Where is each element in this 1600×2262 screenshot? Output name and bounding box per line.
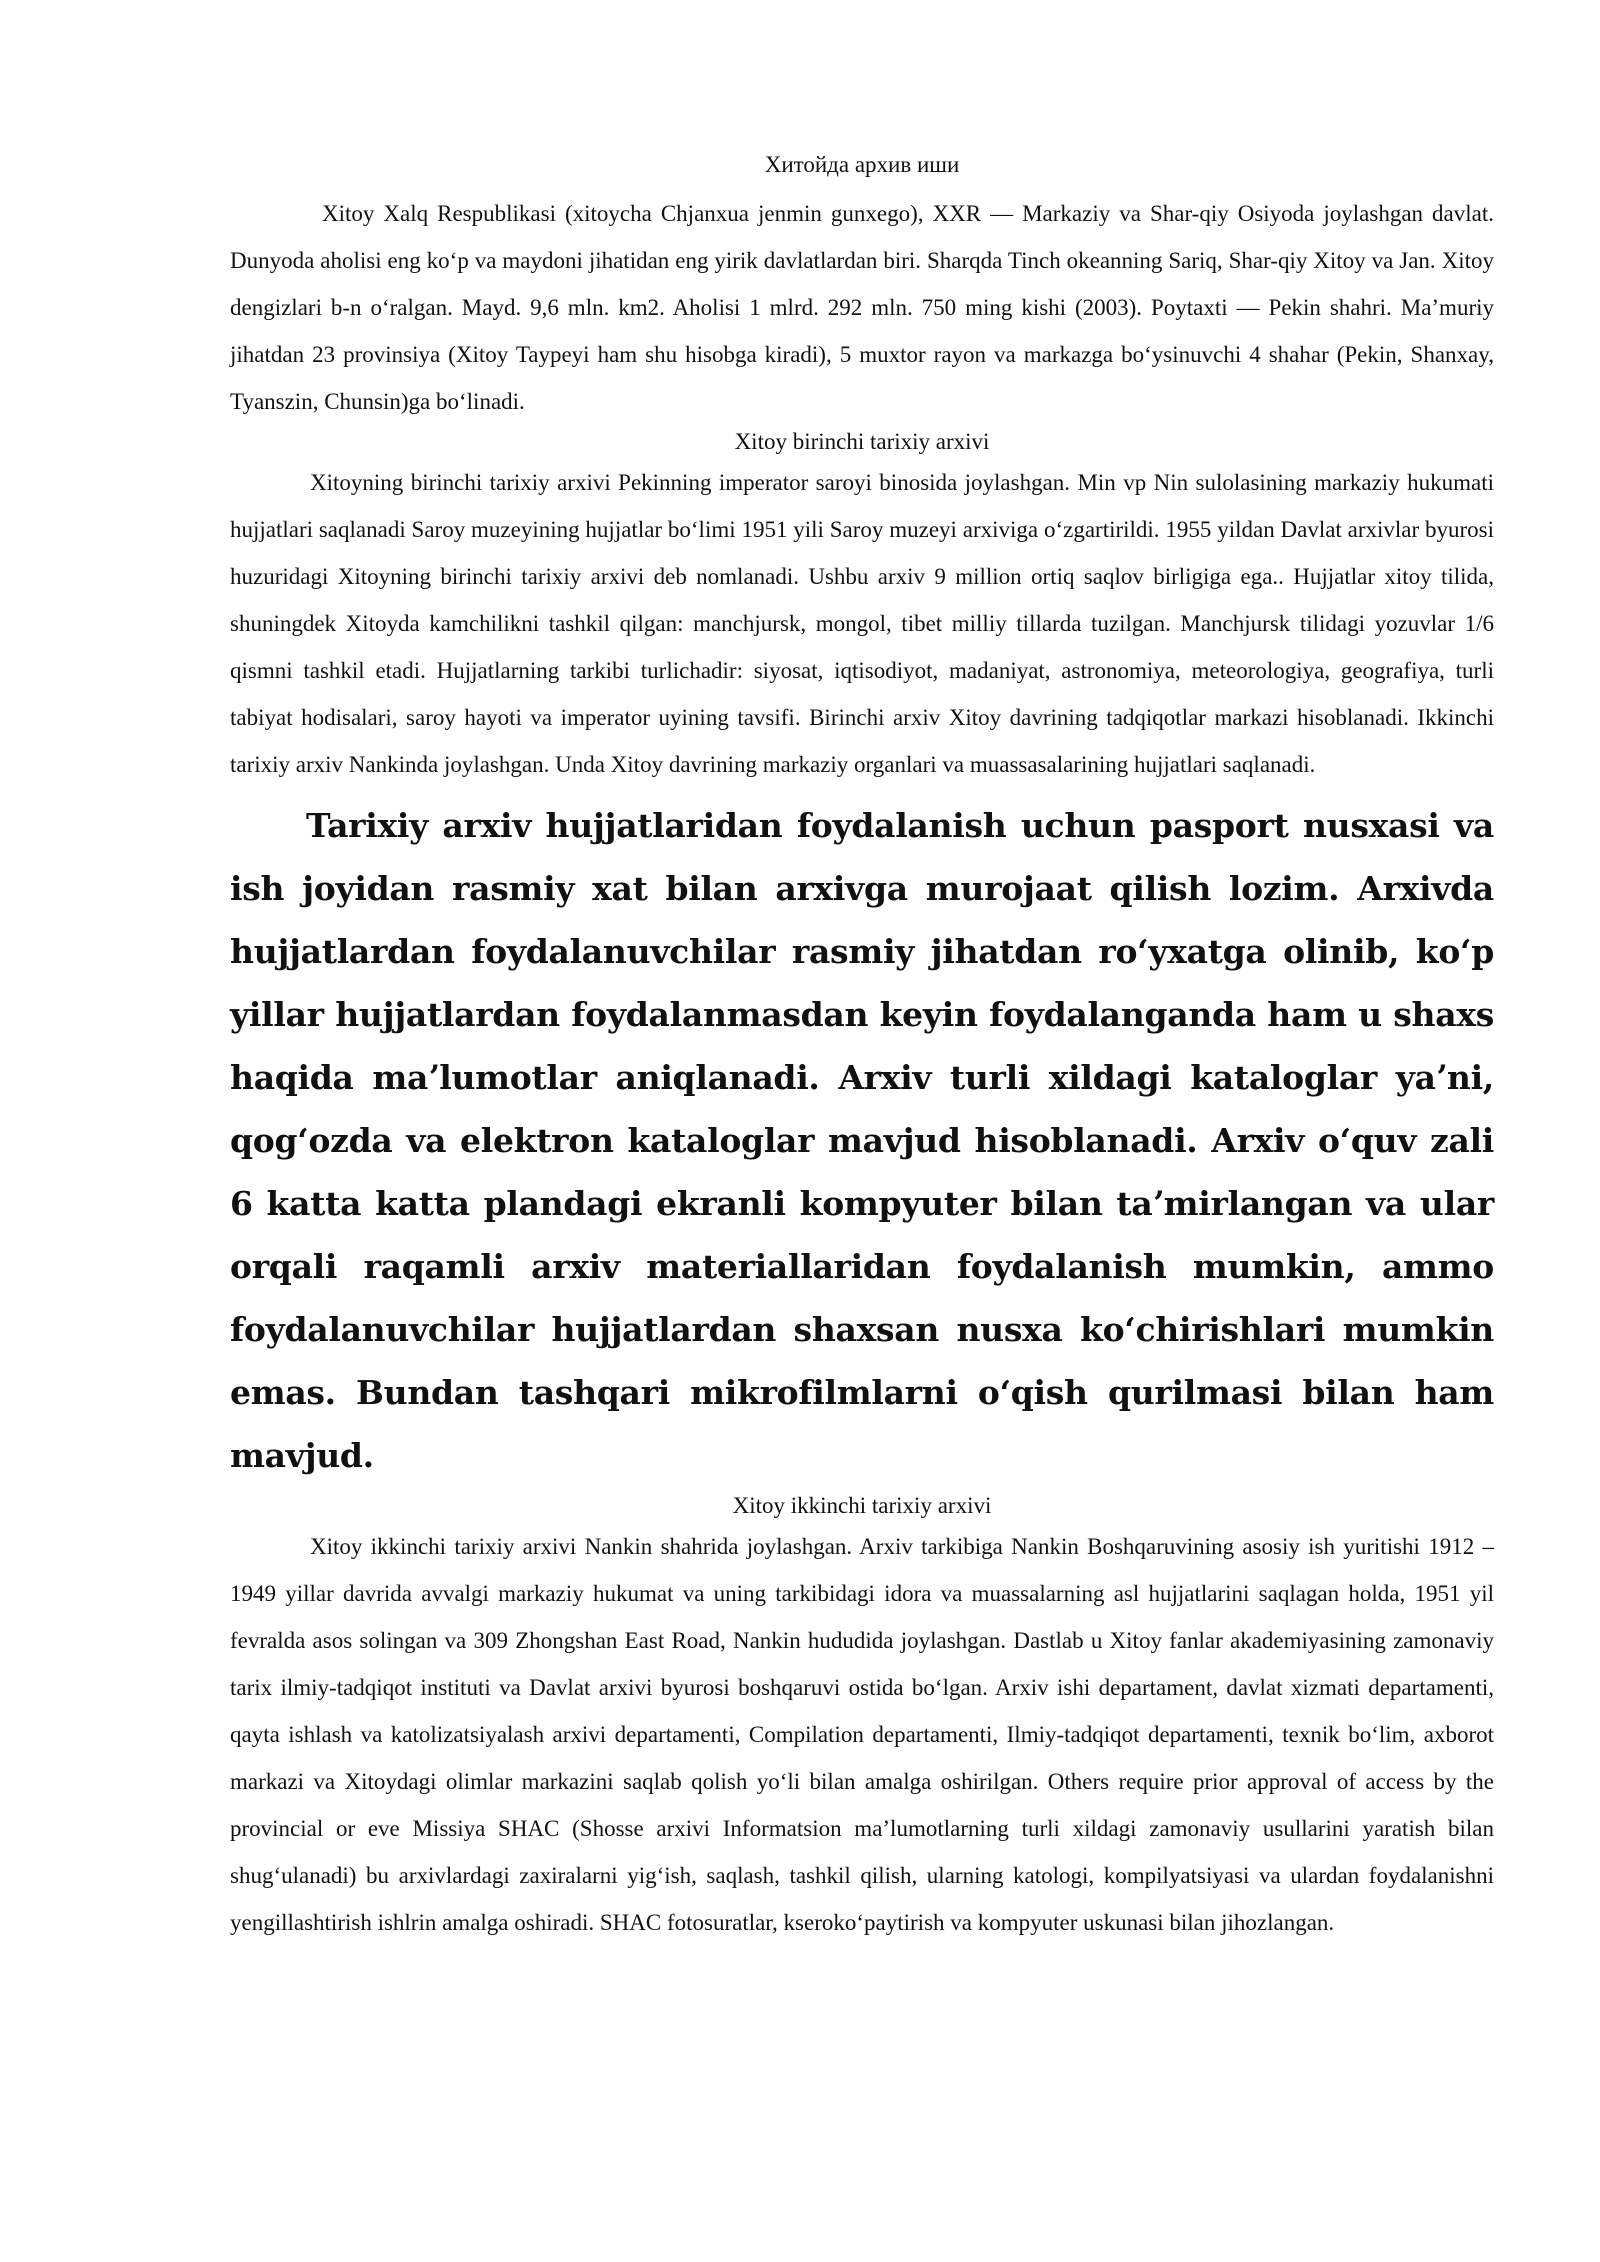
document-title: Хитойда архив иши	[764, 152, 960, 177]
section-title-second-archive: Xitoy ikkinchi tarixiy arxivi	[732, 1493, 992, 1518]
document-body	[230, 150, 1494, 1946]
second-archive-paragraph: Xitoy ikkinchi tarixiy arxivi Nankin shahrida joylashgan. Arxiv tarkibiga Nankin Boshqaruvining asosiy ish yuritishi 1912 – 1949 yillar davrida avvalgi markaziy hukumat va uning tarkibidagi idora va muassalarning asl hujjatlarini saqlagan holda, 1951 yil fevralda asos solingan va 309 Zhongshan East Road, Nankin hududida joylashgan. Dastlab u Xitoy fanlar akademiyasining zamonaviy tarix ilmiy-tadqiqot instituti va Davlat arxivi byurosi boshqaruvi ostida boʻlgan. Arxiv ishi departament, davlat xizmati departamenti, qayta ishlash va katolizatsiyalash arxivi departamenti, Compilation departamenti, Ilmiy-tadqiqot departamenti, texnik boʻlim, axborot markazi va Xitoydagi olimlar markazini saqlab qolish yoʻli bilan amalga oshirilgan. Others require prior approval of access by the provincial or eve Missiya SHAC (Shosse arxivi Informatsion maʼlumotlarning turli xildagi zamonaviy usullarini yaratish bilan shugʻulanadi) bu arxivlardagi zaxiralarni yigʻish, saqlash, tashkil qilish, ularning katologi, kompilyatsiyasi va ulardan foydalanishni yengillashtirish ishlrin amalga oshiradi. SHAC fotosuratlar, kserokoʻpaytirish va kompyuter uskunasi bilan jihozlangan.	[230, 1534, 1494, 1935]
first-archive-paragraph: Xitoyning birinchi tarixiy arxivi Pekinning imperator saroyi binosida joylashgan. Min vp Nin sulolasining markaziy hukumati hujjatlari saqlanadi Saroy muzeyining hujjatlar boʻlimi 1951 yili Saroy muzeyi arxiviga oʻzgartirildi. 1955 yildan Davlat arxivlar byurosi huzuridagi Xitoyning birinchi tarixiy arxivi deb nomlanadi. Ushbu arxiv 9 million ortiq saqlov birligiga ega.. Hujjatlar xitoy tilida, shuningdek Xitoyda kamchilikni tashkil qilgan: manchjursk, mongol, tibet milliy tillarda tuzilgan. Manchjursk tilidagi yozuvlar 1/6 qismni tashkil etadi. Hujjatlarning tarkibi turlichadir: siyosat, iqtisodiyot, madaniyat, astronomiya, meteorologiya, geografiya, turli tabiyat hodisalari, saroy hayoti va imperator uyining tavsifi. Birinchi arxiv Xitoy davrining tadqiqotlar markazi hisoblanadi. Ikkinchi tarixiy arxiv Nankinda joylashgan. Unda Xitoy davrining markaziy organlari va muassasalarining hujjatlari saqlanadi.	[230, 470, 1494, 777]
bold-usage-paragraph: Tarixiy arxiv hujjatlaridan foydalanish uchun pasport nusxasi va ish joyidan rasmiy xat bilan arxivga murojaat qilish lozim. Arxivda hujjatlardan foydalanuvchilar rasmiy jihatdan roʻyxatga olinib, koʻp yillar hujjatlardan foydalanmasdan keyin foydalanganda ham u shaxs haqida maʼlumotlar aniqlanadi. Arxiv turli xildagi kataloglar yaʼni, qogʻozda va elektron kataloglar mavjud hisoblanadi. Arxiv oʻquv zali 6 katta katta plandagi ekranli kompyuter bilan taʼmirlangan va ular orqali raqamli arxiv materiallaridan foydalanish mumkin, ammo foydalanuvchilar hujjatlardan shaxsan nusxa koʻchirishlari mumkin emas. Bundan tashqari mikrofilmlarni oʻqish qurilmasi bilan ham mavjud.	[230, 806, 1494, 1475]
section-title-first-archive: Xitoy birinchi tarixiy arxivi	[734, 429, 990, 454]
intro-paragraph: Xitoy Xalq Respublikasi (xitoycha Chjanxua jenmin gunxego), XXR — Markaziy va Shar-qiy Osiyoda joylashgan davlat. Dunyoda aholisi eng koʻp va maydoni jihatidan eng yirik davlatlardan biri. Sharqda Tinch okeanning Sariq, Shar-qiy Xitoy va Jan. Xitoy dengizlari b-n oʻralgan. Mayd. 9,6 mln. km2. Aholisi 1 mlrd. 292 mln. 750 ming kishi (2003). Poytaxti — Pekin shahri. Maʼmuriy jihatdan 23 provinsiya (Xitoy Taypeyi ham shu hisobga kiradi), 5 muxtor rayon va markazga boʻysinuvchi 4 shahar (Pekin, Shanxay, Tyanszin, Chunsin)ga boʻlinadi.	[230, 201, 1494, 414]
